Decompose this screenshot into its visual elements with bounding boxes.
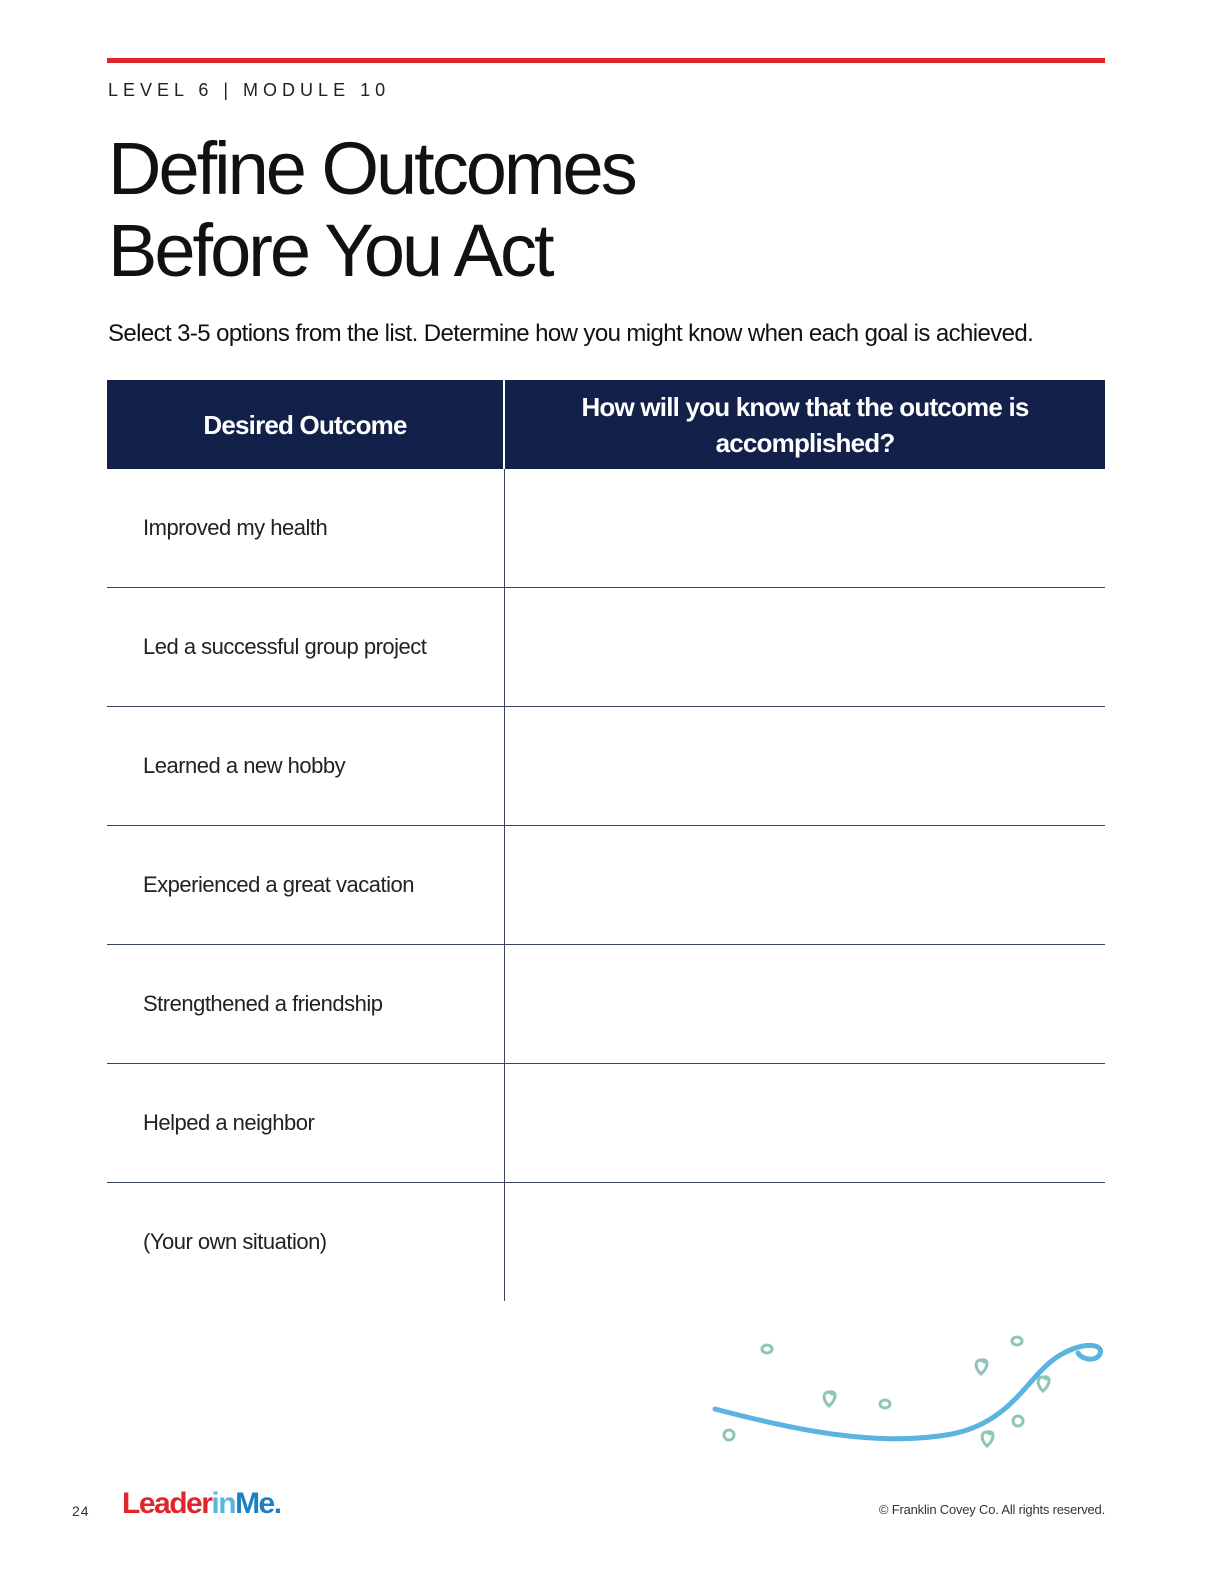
svg-text:LeaderinMe.: LeaderinMe.	[122, 1487, 281, 1520]
desired-outcome-column-header: Desired Outcome	[107, 380, 504, 469]
outcome-cell: Experienced a great vacation	[107, 826, 504, 945]
table-row	[107, 1183, 1105, 1302]
table-row	[107, 826, 1105, 945]
answer-cell[interactable]	[504, 1064, 1105, 1183]
outcome-cell: Helped a neighbor	[107, 1064, 504, 1183]
page-title-line-1: Define Outcomes	[108, 127, 635, 210]
table-row	[107, 945, 1105, 1064]
answer-cell[interactable]	[504, 945, 1105, 1064]
outcome-cell: Led a successful group project	[107, 588, 504, 707]
outcome-cell: Improved my health	[107, 469, 504, 588]
level-module-label: LEVEL 6 | MODULE 10	[108, 80, 391, 100]
header-accent-rule	[107, 58, 1105, 63]
swirl-hearts-decoration-icon	[712, 1322, 1107, 1457]
outcome-cell: Strengthened a friendship	[107, 945, 504, 1064]
accomplished-column-header: How will you know that the outcome is accomplished?	[504, 380, 1105, 469]
outcomes-worksheet-table	[107, 380, 1105, 1301]
answer-cell[interactable]	[504, 826, 1105, 945]
answer-cell[interactable]	[504, 1183, 1105, 1302]
table-row	[107, 707, 1105, 826]
leader-in-me-logo-icon	[122, 1480, 304, 1524]
table-header-row	[107, 380, 1105, 469]
copyright-notice: © Franklin Covey Co. All rights reserved.	[878, 1502, 1105, 1517]
table-row	[107, 469, 1105, 588]
outcome-cell: (Your own situation)	[107, 1183, 504, 1302]
outcome-cell: Learned a new hobby	[107, 707, 504, 826]
answer-cell[interactable]	[504, 469, 1105, 588]
page-title-line-2: Before You Act	[108, 209, 552, 292]
answer-cell[interactable]	[504, 588, 1105, 707]
page-number: 24	[72, 1503, 90, 1519]
table-row	[107, 588, 1105, 707]
instructions-text: Select 3-5 options from the list. Determine how you might know when each goal is achieved.	[108, 320, 1034, 347]
table-row	[107, 1064, 1105, 1183]
page-title	[108, 128, 635, 292]
answer-cell[interactable]	[504, 707, 1105, 826]
leader-in-me-logo	[122, 1480, 304, 1524]
